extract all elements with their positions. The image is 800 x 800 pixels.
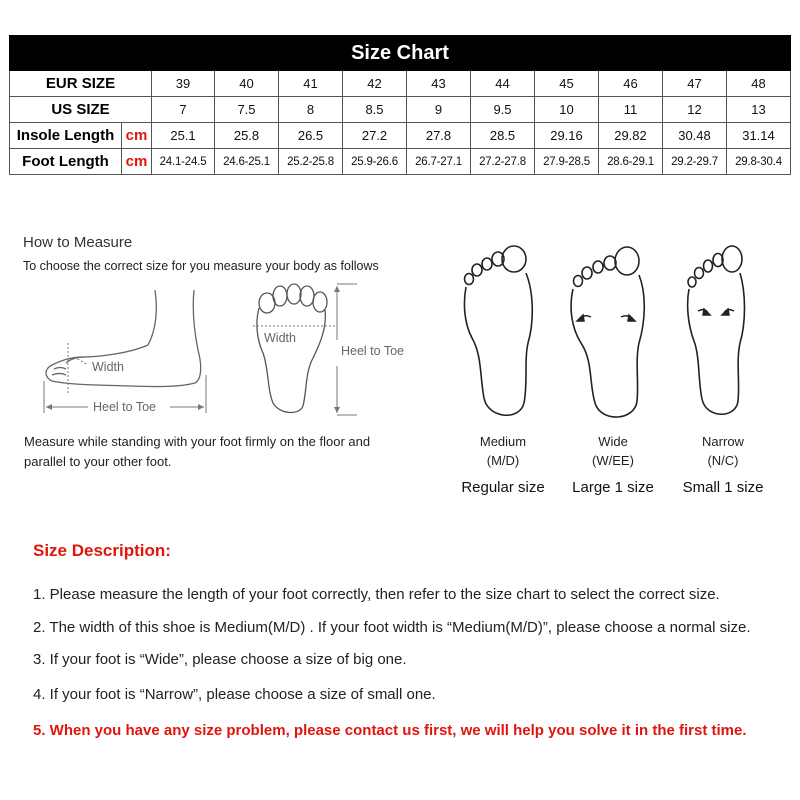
table-cell: 42	[343, 71, 407, 97]
table-cell: 24.6-25.1	[215, 149, 279, 175]
foot-type-name: Narrow	[702, 434, 744, 449]
table-cell: 9.5	[471, 97, 535, 123]
table-cell: 11	[599, 97, 663, 123]
wide-foot-icon	[565, 243, 655, 423]
top-length-label: Heel to Toe	[341, 344, 405, 358]
table-cell: 29.16	[535, 123, 599, 149]
how-to-measure-subtitle: To choose the correct size for you measure your body as follows	[23, 259, 379, 273]
description-item-1: 1. Please measure the length of your foot correctly, then refer to the size chart to select the correct size.	[33, 586, 720, 603]
table-cell: 29.82	[599, 123, 663, 149]
table-cell: 27.9-28.5	[535, 149, 599, 175]
table-cell: 26.7-27.1	[407, 149, 471, 175]
foot-type-size: Large 1 size	[572, 479, 654, 496]
table-cell: 28.6-29.1	[599, 149, 663, 175]
medium-foot-icon	[458, 243, 548, 423]
description-item-4: 4. If your foot is “Narrow”, please choose a size of small one.	[33, 686, 436, 703]
foot-type-code: (M/D)	[486, 453, 520, 468]
table-cell: 13	[727, 97, 791, 123]
table-cell: 25.1	[152, 123, 215, 149]
table-cell: 25.9-26.6	[343, 149, 407, 175]
size-chart-title: Size Chart	[10, 36, 791, 71]
foot-type-medium	[448, 432, 558, 496]
table-cell: 46	[599, 71, 663, 97]
table-cell: 41	[279, 71, 343, 97]
size-chart-table	[9, 35, 791, 175]
table-cell: 26.5	[279, 123, 343, 149]
table-cell: 31.14	[727, 123, 791, 149]
table-cell: 43	[407, 71, 471, 97]
table-cell: 29.2-29.7	[663, 149, 727, 175]
foot-type-narrow	[668, 432, 778, 496]
top-width-label: Width	[264, 331, 296, 345]
unit-label: cm	[122, 123, 152, 149]
table-row-foot-length	[10, 149, 791, 175]
size-description-title: Size Description:	[33, 541, 171, 560]
narrow-foot-icon	[680, 243, 760, 423]
table-row-us-size	[10, 97, 791, 123]
table-cell: 28.5	[471, 123, 535, 149]
foot-type-wide	[558, 432, 668, 496]
row-label: EUR SIZE	[10, 71, 152, 97]
table-cell: 40	[215, 71, 279, 97]
table-cell: 9	[407, 97, 471, 123]
table-cell: 45	[535, 71, 599, 97]
row-label: US SIZE	[10, 97, 152, 123]
row-label: Insole Length	[10, 123, 122, 149]
measure-note: Measure while standing with your foot firmly on the floor and parallel to your other foot.	[24, 434, 371, 469]
side-width-label: Width	[92, 360, 124, 374]
table-row-insole-length	[10, 123, 791, 149]
table-cell: 7	[152, 97, 215, 123]
foot-type-size: Regular size	[461, 479, 545, 496]
foot-type-code: (N/C)	[707, 453, 739, 468]
side-length-label: Heel to Toe	[93, 400, 157, 414]
table-cell: 25.2-25.8	[279, 149, 343, 175]
table-row-eur-size	[10, 71, 791, 97]
table-cell: 10	[535, 97, 599, 123]
description-item-3: 3. If your foot is “Wide”, please choose a size of big one.	[33, 651, 407, 668]
description-item-5: 5. When you have any size problem, please contact us first, we will help you solve it in the first time.	[33, 722, 747, 739]
table-cell: 7.5	[215, 97, 279, 123]
table-cell: 25.8	[215, 123, 279, 149]
table-cell: 29.8-30.4	[727, 149, 791, 175]
table-cell: 12	[663, 97, 727, 123]
table-cell: 47	[663, 71, 727, 97]
table-cell: 27.2-27.8	[471, 149, 535, 175]
table-cell: 39	[152, 71, 215, 97]
foot-type-code: (W/EE)	[592, 453, 634, 468]
table-cell: 30.48	[663, 123, 727, 149]
row-label: Foot Length	[10, 149, 122, 175]
unit-label: cm	[122, 149, 152, 175]
table-cell: 27.8	[407, 123, 471, 149]
foot-type-size: Small 1 size	[682, 479, 764, 496]
description-item-2: 2. The width of this shoe is Medium(M/D) . If your foot width is “Medium(M/D)”, please choose a normal size.	[33, 619, 751, 636]
how-to-measure-title: How to Measure	[23, 234, 133, 251]
table-cell: 8.5	[343, 97, 407, 123]
table-cell: 44	[471, 71, 535, 97]
table-cell: 27.2	[343, 123, 407, 149]
foot-type-name: Wide	[598, 434, 628, 449]
table-cell: 24.1-24.5	[152, 149, 215, 175]
table-cell: 48	[727, 71, 791, 97]
foot-type-name: Medium	[479, 434, 527, 449]
table-cell: 8	[279, 97, 343, 123]
